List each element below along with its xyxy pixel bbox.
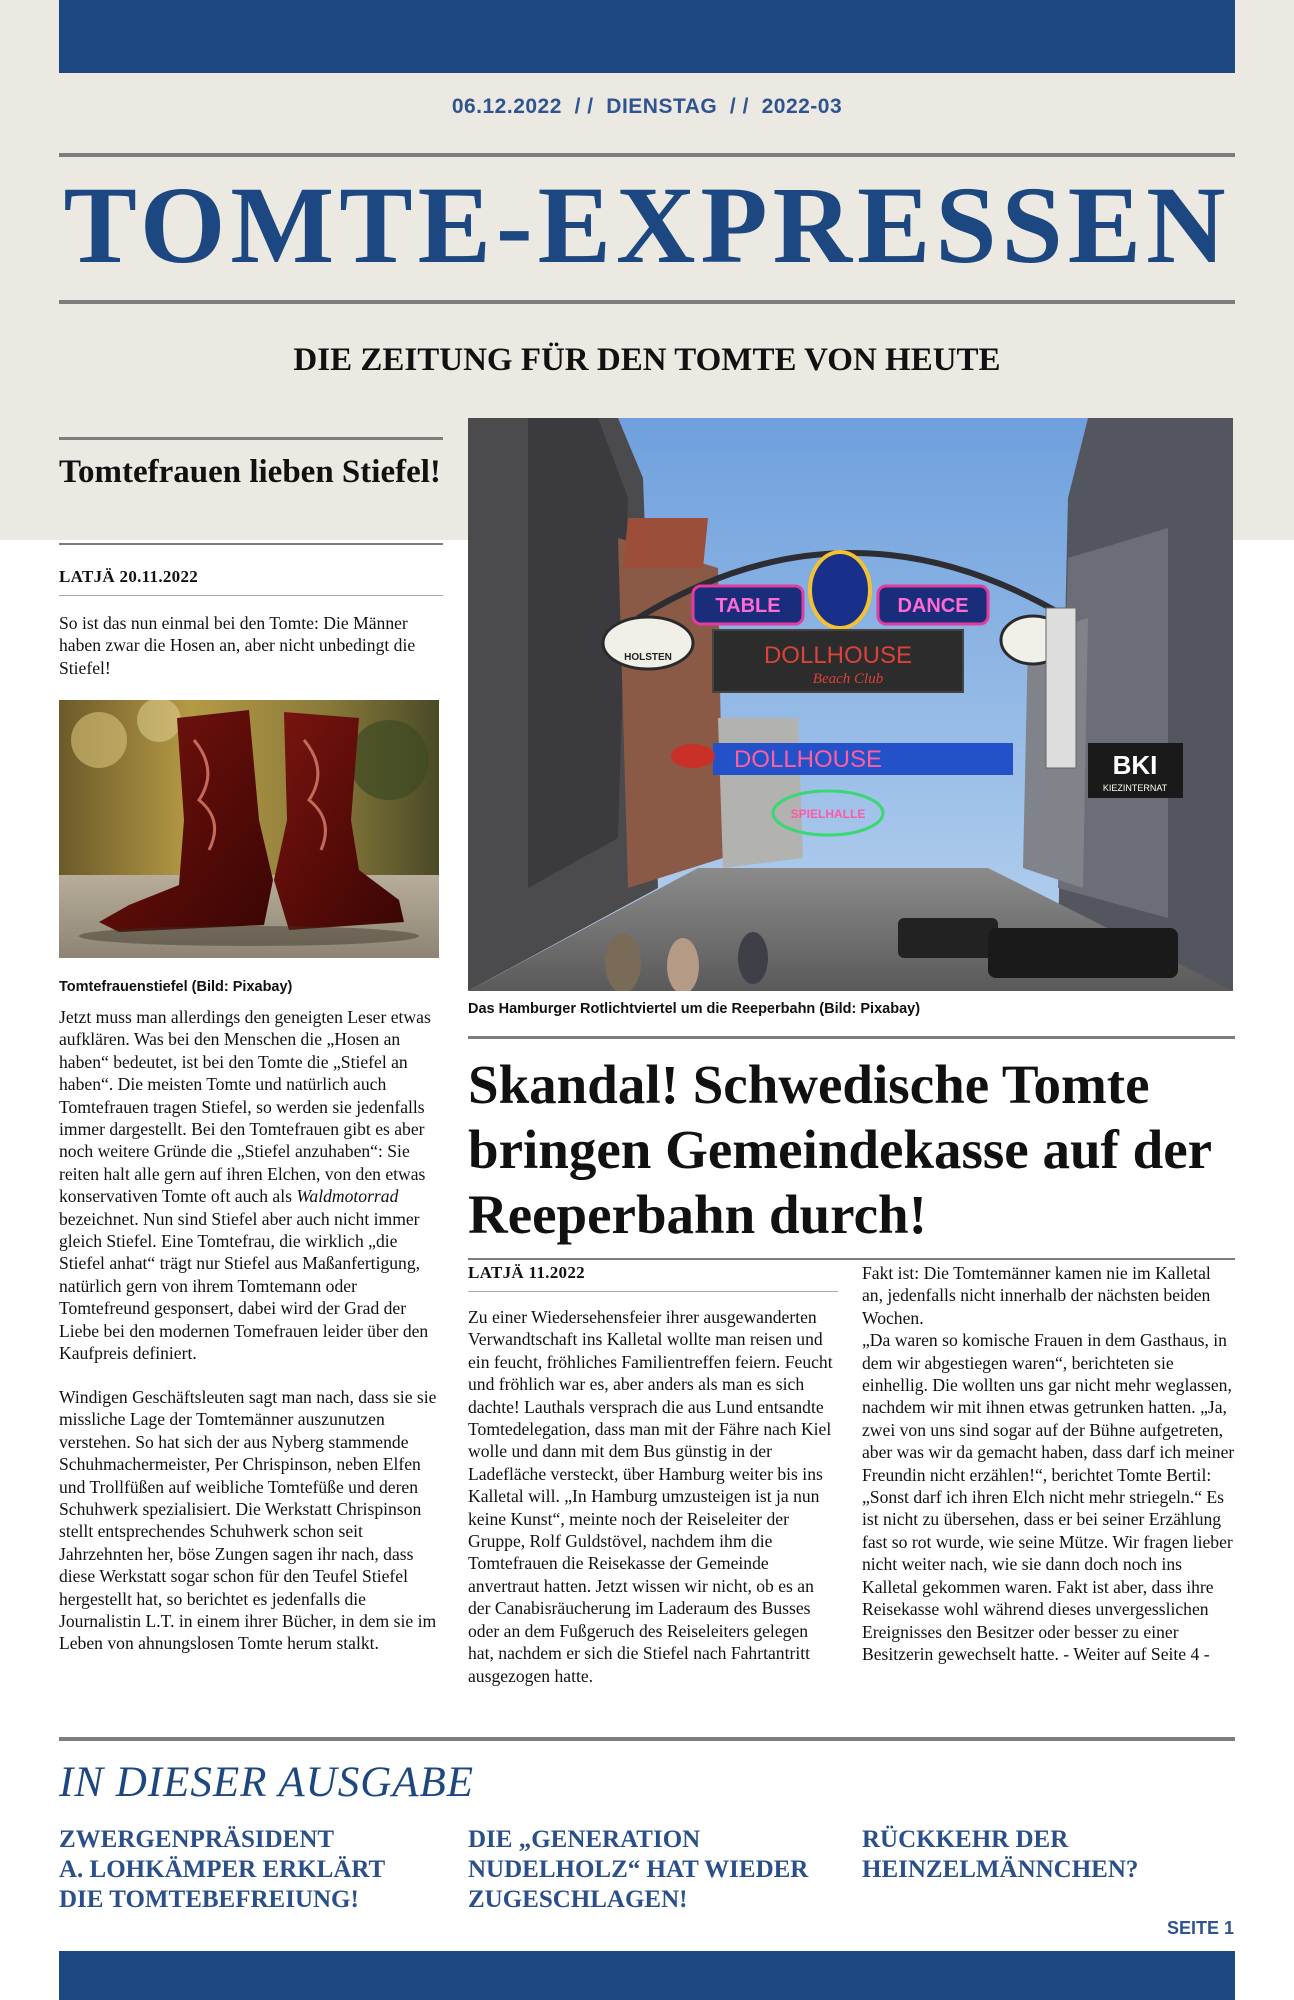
boots-photo-caption: Tomtefrauenstiefel (Bild: Pixabay) <box>59 979 293 995</box>
dateline-separator: / / <box>574 95 594 118</box>
street-image <box>468 418 1233 991</box>
side-body-emphasis: Waldmotorrad <box>296 1186 399 1207</box>
main-article-kicker: LATJÄ 11.2022 <box>468 1263 585 1282</box>
teaser-line: ZWERGENPRÄSIDENT <box>59 1826 335 1853</box>
side-body-text: Jetzt muss man allerdings den geneigten Leser etwas aufklären. Was bei den Menschen die „Hosen an haben“ bedeutet, ist bei den Tomte die „Stiefel an haben“. Die meisten Tomte und natürlich auch Tomtefrauen tragen Stiefel, so werden sie jedenfalls immer dargestellt. Bei den Tomtefrauen gibt es aber noch weitere Gründe die „Stiefel anzuhaben“: Sie reiten halt alle gern auf ihren Elchen, von den etwas konservativen Tomte oft auch als <box>59 1007 431 1207</box>
side-article-title: Tomtefrauen lieben Stiefel! <box>59 454 441 490</box>
teaser-line: ZUGESCHLAGEN! <box>468 1886 688 1913</box>
bottom-banner-bar <box>59 1951 1235 2000</box>
dateline-separator: / / <box>729 95 749 118</box>
main-article-rule <box>468 1258 1235 1260</box>
side-article-body-2: Windigen Geschäftsleuten sagt man nach, dass sie sie missliche Lage der Tomtemänner auszunutzen verstehen. So hat sich der aus Nyberg stammende Schuhmachermeister, Per Chrispinson, neben Elfen und Trollfüßen auf weibliche Tomtefüße und deren Schuhwerk spezialisiert. Die Werkstatt Chrispinson stellt entsprechendes Schuhwerk schon seit Jahrzehnten her, böse Zungen sagen ihr nach, dass diese Werkstatt sogar schon für den Teufel Stiefel hergestellt hat, so berichtet es jedenfalls die Journalistin L.T. in einem ihrer Bücher, in dem sie im Leben von ahnungslosen Tomte herum stalkt. <box>59 1387 437 1654</box>
boots-photo <box>59 700 439 958</box>
sign-dollhouse-led: DOLLHOUSE <box>763 642 913 669</box>
side-body-text: bezeichnet. Nun sind Stiefel aber auch nicht immer gleich Stiefel. Eine Tomtefrau, die wirklich „die Stiefel anhat“ trägt nur Stiefel aus Maßanfertigung, natürlich gern von ihrem Tomtemann oder Tomtefreund gesponsert, dabei wird der Grad der Liebe bei den modernen Tomefrauen leider über den Kaufpreis definiert. <box>59 1208 429 1364</box>
main-article-kicker-rule <box>468 1291 838 1292</box>
main-article-column-2-para-2: „Da waren so komische Frauen in dem Gasthaus, in dem wir abgestiegen waren“, berichteten sie einhellig. Die wollten uns gar nicht mehr weglassen, nachdem wir mit ihnen etwas getrunken hatten. „Ja, zwei von uns sind sogar auf der Bühne aufgetreten, aber was wir da gemacht haben, dass darf ich meiner Freundin nicht erzählen!“, berichtet Tomte Bertil: „Sonst darf ich ihren Elch nicht mehr striegeln.“ Es ist nicht zu übersehen, dass er bei seiner Erzählung fast so rot wurde, wie seine Mütze. Wir fragen lieber nicht weiter nach, wie sie dann doch noch ins Kalletal gekommen waren. Fakt ist aber, dass ihre Reisekasse wohl während dieses unvergesslichen Ereignisses den Besitzer oder besser zu einer Besitzerin gewechselt hatte. - Weiter auf Seite 4 - <box>862 1330 1235 1664</box>
sign-spielhalle: SPIELHALLE <box>790 807 866 821</box>
reeperbahn-photo <box>468 418 1233 991</box>
masthead-rule-top <box>59 153 1235 157</box>
teaser-line: HEINZELMÄNNCHEN? <box>862 1856 1139 1883</box>
main-article-rule-top <box>468 1036 1235 1039</box>
newspaper-tagline: DIE ZEITUNG FÜR DEN TOMTE VON HEUTE <box>293 342 1001 378</box>
teaser-line: DIE „GENERATION <box>468 1826 701 1853</box>
issue-number: 2022-03 <box>761 95 843 118</box>
side-article-kicker: LATJÄ 20.11.2022 <box>59 567 199 586</box>
dateline <box>59 95 1235 119</box>
main-article-headline: Skandal! Schwedische Tomte bringen Gemeindekasse auf der Reeperbahn durch! <box>468 1054 1212 1245</box>
side-article-kicker-rule <box>59 595 443 596</box>
main-article-column-1: Zu einer Wiedersehensfeier ihrer ausgewanderten Verwandtschaft ins Kalletal wollte man reisen und ein feucht, fröhliches Familientreffen feiern. Feucht und fröhlich war es, aber anders als man es sich dachte! Lauthals versprach die aus Lund entsandte Tomtedelegation, dass man mit der Fähre nach Kiel wolle und dann mit dem Bus günstig in der Ladefläche versteckt, über Hamburg weiter bis ins Kalletal will. „In Hamburg umzusteigen ist ja nun keine Kunst“, meinte noch der Reiseleiter der Gruppe, Rolf Guldstövel, nachdem ihm die Tomtefrauen die Reisekasse der Gemeinde anvertraut hatten. Jetzt wissen wir nicht, ob es an der Canabisräucherung im Laderaum des Busses oder an dem Fußgeruch des Reiseleiters gelegen hat, nachdem er sich die Stiefel nach Fahrtantritt ausgezogen hatte. <box>468 1307 833 1686</box>
sign-table-dance: TABLE <box>715 595 781 617</box>
page-number: SEITE 1 <box>1166 1918 1234 1938</box>
teaser-item[interactable] <box>862 1825 1235 1885</box>
issue-weekday: DIENSTAG <box>606 95 718 118</box>
sign-table-dance: DANCE <box>897 595 969 617</box>
issue-section-rule <box>59 1737 1235 1741</box>
teaser-line: RÜCKKEHR DER <box>862 1826 1069 1853</box>
newspaper-title: TOMTE-EXPRESSEN <box>63 164 1231 286</box>
boots-image <box>59 700 439 958</box>
main-article-column-2-para-1: Fakt ist: Die Tomtemänner kamen nie im Kalletal an, jedenfalls nicht innerhalb der nächsten beiden Wochen. <box>862 1263 1211 1328</box>
reeperbahn-photo-caption: Das Hamburger Rotlichtviertel um die Reeperbahn (Bild: Pixabay) <box>468 1001 921 1017</box>
teaser-item[interactable] <box>59 1825 449 1915</box>
sign-holsten: HOLSTEN <box>624 652 672 663</box>
masthead-rule-bottom <box>59 300 1235 304</box>
sign-bki: BKI <box>1112 750 1158 780</box>
teaser-line: A. LOHKÄMPER ERKLÄRT <box>59 1856 386 1883</box>
side-article-rule <box>59 543 443 545</box>
teaser-item[interactable] <box>468 1825 848 1915</box>
teaser-line: DIE TOMTEBEFREIUNG! <box>59 1886 359 1913</box>
top-banner-bar <box>59 0 1235 73</box>
in-this-issue-title: IN DIESER AUSGABE <box>59 1759 475 1806</box>
main-article-column-2 <box>862 1262 1235 1665</box>
sign-beach-club: Beach Club <box>812 671 884 687</box>
side-article-lead: So ist das nun einmal bei den Tomte: Die Männer haben zwar die Hosen an, aber nicht unbedingt die Stiefel! <box>59 613 416 678</box>
sign-dollhouse-blue: DOLLHOUSE <box>733 746 883 773</box>
issue-date: 06.12.2022 <box>451 95 562 118</box>
teaser-line: NUDELHOLZ“ HAT WIEDER <box>468 1856 809 1883</box>
side-article-rule-top <box>59 437 443 440</box>
sign-kiezinternat: KIEZINTERNAT <box>1102 783 1168 793</box>
side-article-body-1 <box>59 1006 443 1365</box>
